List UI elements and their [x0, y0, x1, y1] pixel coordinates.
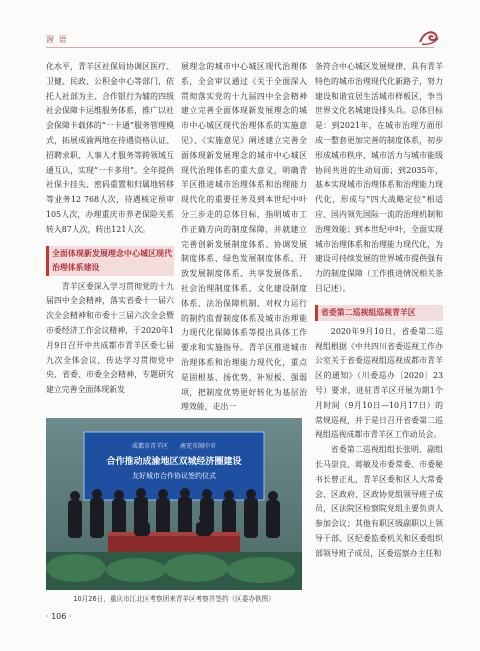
swirl-logo-icon: [418, 28, 440, 46]
photo-caption: 10月26日，重庆市江北区考察团来青羊区考察并签约（区委办供图）: [73, 595, 275, 603]
paragraph: 展理念的城市中心城区现代治理体系，全会审议通过《关于全面深入贯彻落实党的十九届四中全会精神建立完善全面体现新发展理念的城市中心城区现代治理体系的实施意见》、《实施意见》阐述建立完善全面体现新发展理念的城市中心城区现代治理体系的重大意义，明确青羊区推进城市治理体系和治理能力现代化的重要任务及到本世纪中叶分三步走的总体目标，指明城市工作正确方向的制度保障，并就建立完善创新发展制度体系、协调发展制度体系、绿色发展制度体系、开放发展制度体系、共享发展体系、社会治理制度体系、文化建设制度体系、法治保障机制、对权力运行的制约监督制度体系及城市治理能力现代化保障体系等提出具体工作要求和实施指导。青羊区推进城市治理体系和治理能力现代化，重点是固根基、扬优势、补短板、强弱项，把制度优势更好转化为基层治理效能，走出一: [181, 62, 307, 412]
section-label: 渥 语: [46, 35, 68, 44]
signing-ceremony-photo: [46, 418, 302, 590]
section-heading: 全面体现新发展理念中心城区现代治理体系建设: [46, 246, 174, 276]
paragraph: 2020年9月10日，省委第二巡视组根据《中共四川省委巡视工作办公室关于省委巡视组巡视成都市青羊区的通知》（川委巡办〔2020〕23号）要求，进驻青羊区开展为期1个月时间（9月10日—10月17日）的常规巡视，并于是日召开省委第二巡视组巡视成都市青羊区工作动员会。: [315, 326, 443, 440]
page-header: [0, 0, 480, 48]
banner-line-2: 合作推动成渝地区双城经济圈建设: [106, 457, 242, 467]
header-rule: [46, 47, 434, 48]
text-column-2: [181, 60, 307, 415]
banner-line-3: 友好城市合作协议签约仪式: [132, 472, 216, 480]
section-heading: 省委第二巡视组巡视青羊区: [315, 305, 443, 321]
text-column-3: [315, 60, 443, 562]
paragraph: 省委第二巡视组组长张明、副组长马崇良、蒋敏及市委常委、市委秘书长曾正礼，青羊区委和区人大常委会、区政府、区政协党组领导班子成员，区法院区检察院党组主要负责人参加会议；其他有职区级副职以上领导干部、区纪委监委机关和区委组织部领导班子成员，区委巡察办主任和: [315, 445, 443, 558]
page-number: · 106 ·: [46, 612, 72, 621]
text-column-1: [46, 60, 174, 398]
banner-line-1: 成都市青羊区 南充市阆中市: [131, 443, 217, 450]
photo-illustration: [46, 418, 302, 590]
paragraph: 化水平，青羊区社保局协调区医疗、卫健、民政、公积金中心等部门，依托人社部为主、合作银行为辅的四级社会保障卡运维服务体系，推广以社会保障卡载体的“一卡通”服务管理模式，拓展成渝两地在待遇资格认证、招聘求职、人事人才服务等跨领域互通互认，实现“一卡多用”。全年提供社保卡挂失、密码重置和归属地转移等业务12 768人次，待遇核定预审105人次，办理重庆市养老保险关系转入87人次，转出121人次。: [46, 62, 174, 234]
paragraph: 青羊区委深入学习贯彻党的十九届四中全会精神，落实省委十一届六次全会精神和市委十三届六次全会暨市委经济工作会议精神，于2020年1月9日召开中共成都市青羊区委七届九次全体会议，传达学习贯彻党中央、省委、市委全会精神，专题研究建立完善全面体现新发: [46, 281, 174, 395]
paragraph: 条符合中心城区发展规律、具有青羊特色的城市治理现代化新路子，努力建设和谐宜居生活城市样板区，争当世界文化名城建设排头兵。总体目标是：到2021年，在城市治理方面形成一整套更加完善的制度体系，初步形成城市秩序、城市活力与城市能级协同共进的生动局面；到2035年，基本实现城市治理体系和治理能力现代化，形成与“四大战略定位”相适应、国内领先国际一流的治理机制和治理效能；到本世纪中叶，全面实现城市治理体系和治理能力现代化，为建设可持续发展的世界城市提供强有力的制度保障（工作推进情况相关条目记述）。: [315, 62, 443, 293]
